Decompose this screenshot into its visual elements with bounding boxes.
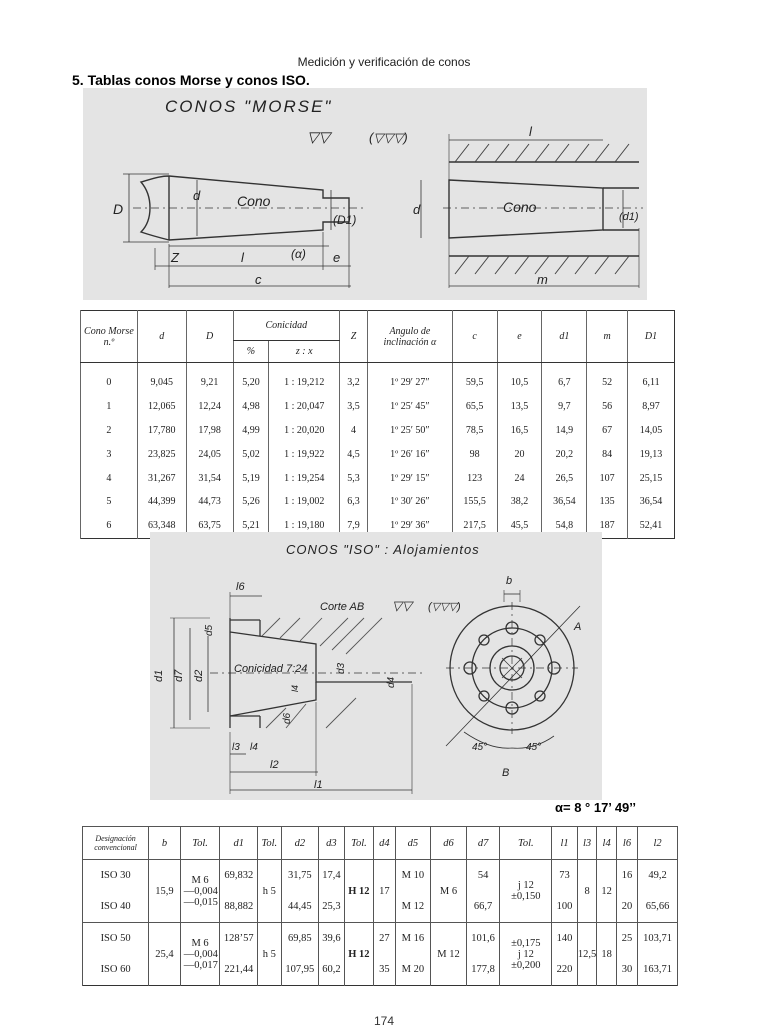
table-cell: 38,2 bbox=[497, 490, 542, 514]
dim-alpha: (α) bbox=[291, 247, 306, 261]
table-cell: 44,399 bbox=[137, 490, 186, 514]
cell-d5: M 16 bbox=[395, 923, 431, 955]
dim-l3: l3 bbox=[232, 742, 240, 753]
cell-name: ISO 30 bbox=[83, 860, 149, 892]
cell-l6: 25 bbox=[616, 923, 637, 955]
iso-cone-table bbox=[82, 826, 678, 986]
dim-d6: d6 bbox=[282, 712, 293, 724]
cell-b: 25,4 bbox=[149, 923, 181, 986]
cell-name: ISO 50 bbox=[83, 923, 149, 955]
column-header: l4 bbox=[597, 827, 616, 860]
dim-l4: l4 bbox=[250, 742, 258, 753]
table-cell: 1 : 19,212 bbox=[269, 363, 340, 395]
cell-d6: M 6 bbox=[431, 860, 467, 923]
table-row bbox=[81, 363, 675, 395]
table-cell: 12,065 bbox=[137, 395, 186, 419]
table-cell: 23,825 bbox=[137, 442, 186, 466]
page-header: Medición y verificación de conos bbox=[297, 55, 471, 69]
table-cell: 6,7 bbox=[542, 363, 587, 395]
cell-b: 15,9 bbox=[149, 860, 181, 923]
col-D: D bbox=[186, 311, 233, 363]
table-cell: 9,045 bbox=[137, 363, 186, 395]
table-cell: 107 bbox=[587, 466, 628, 490]
table-cell: 52,41 bbox=[628, 514, 675, 538]
cell-d5: M 10 bbox=[395, 860, 431, 892]
table-cell: 5,02 bbox=[233, 442, 269, 466]
cell-l6: 30 bbox=[616, 954, 637, 986]
cell-d2: 107,95 bbox=[281, 954, 319, 986]
table-cell: 84 bbox=[587, 442, 628, 466]
cell-l4: 18 bbox=[597, 923, 616, 986]
tol-pm: ±0,200 bbox=[511, 959, 541, 971]
table-cell: 4,99 bbox=[233, 419, 269, 443]
cell-name: ISO 60 bbox=[83, 954, 149, 986]
table-cell: 65,5 bbox=[452, 395, 497, 419]
col-cono-morse: Cono Morse n.º bbox=[81, 311, 138, 363]
dim-d: d bbox=[193, 188, 201, 203]
dim-d4: d4 bbox=[386, 676, 397, 688]
finish-symbol-paren: (▽▽▽) bbox=[369, 130, 408, 145]
tol-upper: —0,004 bbox=[183, 885, 218, 897]
column-header: b bbox=[149, 827, 181, 860]
table-cell: 3,2 bbox=[340, 363, 368, 395]
col-conicidad: Conicidad bbox=[233, 311, 340, 341]
dim-d7: d7 bbox=[173, 669, 185, 682]
dim-Z: Z bbox=[171, 250, 179, 265]
cell-tol-h12: H 12 bbox=[344, 923, 374, 986]
table-cell: 187 bbox=[587, 514, 628, 538]
cell-d3: 17,4 bbox=[319, 860, 344, 892]
section-A: A bbox=[574, 621, 582, 633]
table-cell: 67 bbox=[587, 419, 628, 443]
dim-l2: l2 bbox=[270, 759, 279, 771]
conicidad-label: Conicidad 7:24 bbox=[234, 663, 308, 675]
table-cell: 1º 29′ 15″ bbox=[367, 466, 452, 490]
cell-d1: 69,832 bbox=[220, 860, 258, 892]
dim-l: l bbox=[241, 250, 244, 265]
table-cell: 9,7 bbox=[542, 395, 587, 419]
dim-D1: (D1) bbox=[333, 213, 357, 227]
column-header: l3 bbox=[577, 827, 597, 860]
table-cell: 44,73 bbox=[186, 490, 233, 514]
table-cell: 6,11 bbox=[628, 363, 675, 395]
table-cell: 0 bbox=[81, 363, 138, 395]
table-cell: 1 : 19,254 bbox=[269, 466, 340, 490]
dim-l-right: l bbox=[529, 124, 532, 139]
table-cell: 54,8 bbox=[542, 514, 587, 538]
cell-d6: M 12 bbox=[431, 923, 467, 986]
cell-d7: 101,6 bbox=[466, 923, 500, 955]
cell-l2: 103,71 bbox=[638, 923, 678, 955]
cell-d3: 60,2 bbox=[319, 954, 344, 986]
morse-figure-title: CONOS "MORSE" bbox=[165, 97, 333, 116]
cell-d3: 25,3 bbox=[319, 891, 344, 923]
cell-d4: 35 bbox=[374, 954, 395, 986]
table-cell: 135 bbox=[587, 490, 628, 514]
table-cell: 3 bbox=[81, 442, 138, 466]
table-cell: 26,5 bbox=[542, 466, 587, 490]
table-cell: 20,2 bbox=[542, 442, 587, 466]
table-row bbox=[83, 923, 678, 955]
table-cell: 56 bbox=[587, 395, 628, 419]
dim-D: D bbox=[113, 201, 124, 217]
tol-m6: M 6 bbox=[191, 874, 209, 886]
tol-upper: —0,004 bbox=[183, 948, 218, 960]
dim-d1: (d1) bbox=[619, 211, 639, 223]
cono-label-right: Cono bbox=[503, 199, 537, 215]
table-row bbox=[81, 442, 675, 466]
column-header: d3 bbox=[319, 827, 344, 860]
table-cell: 6 bbox=[81, 514, 138, 538]
cell-d1: 128’57 bbox=[220, 923, 258, 955]
column-header: d1 bbox=[220, 827, 258, 860]
cell-d7: 66,7 bbox=[466, 891, 500, 923]
dim-m: m bbox=[537, 272, 548, 287]
column-header: d4 bbox=[374, 827, 395, 860]
table-row bbox=[81, 466, 675, 490]
column-header: l1 bbox=[552, 827, 577, 860]
cell-d1: 88,882 bbox=[220, 891, 258, 923]
dim-l4x: l4 bbox=[290, 684, 300, 692]
table-cell: 1º 30′ 26″ bbox=[367, 490, 452, 514]
table-cell: 5,20 bbox=[233, 363, 269, 395]
tol-pm: ±0,175 bbox=[511, 937, 541, 949]
table-cell: 4 bbox=[81, 466, 138, 490]
table-cell: 14,9 bbox=[542, 419, 587, 443]
cell-d2: 31,75 bbox=[281, 860, 319, 892]
cell-d1: 221,44 bbox=[220, 954, 258, 986]
cell-l4: 12 bbox=[597, 860, 616, 923]
column-header: d5 bbox=[395, 827, 431, 860]
cell-l3: 12,5 bbox=[577, 923, 597, 986]
table-cell: 1 : 20,020 bbox=[269, 419, 340, 443]
col-d1: d1 bbox=[542, 311, 587, 363]
section-title: 5. Tablas conos Morse y conos ISO. bbox=[72, 72, 310, 88]
cell-l1: 73 bbox=[552, 860, 577, 892]
table-cell: 36,54 bbox=[628, 490, 675, 514]
table-cell: 5,21 bbox=[233, 514, 269, 538]
table-cell: 4,98 bbox=[233, 395, 269, 419]
table-cell: 5,3 bbox=[340, 466, 368, 490]
table-cell: 5,26 bbox=[233, 490, 269, 514]
tol-lower: —0,017 bbox=[183, 959, 218, 971]
table-cell: 59,5 bbox=[452, 363, 497, 395]
iso-cone-figure bbox=[150, 532, 602, 800]
col-angulo: Angulo de inclinación α bbox=[367, 311, 452, 363]
table-cell: 1 : 19,002 bbox=[269, 490, 340, 514]
dim-d-right: d bbox=[413, 202, 421, 217]
table-cell: 52 bbox=[587, 363, 628, 395]
table-cell: 24 bbox=[497, 466, 542, 490]
table-cell: 98 bbox=[452, 442, 497, 466]
dim-d3: d3 bbox=[336, 662, 347, 674]
iso-front-view bbox=[446, 590, 580, 748]
cell-l2: 163,71 bbox=[638, 954, 678, 986]
cell-tol-h5: h 5 bbox=[258, 860, 281, 923]
table-cell: 10,5 bbox=[497, 363, 542, 395]
column-header: Designación convencional bbox=[83, 827, 149, 860]
finish-symbol-iso: ▽▽ bbox=[392, 598, 412, 613]
cell-d5: M 20 bbox=[395, 954, 431, 986]
cell-d2: 44,45 bbox=[281, 891, 319, 923]
table-cell: 1º 25′ 45″ bbox=[367, 395, 452, 419]
table-cell: 63,75 bbox=[186, 514, 233, 538]
dim-l1: l1 bbox=[314, 779, 323, 791]
table-cell: 20 bbox=[497, 442, 542, 466]
table-cell: 8,97 bbox=[628, 395, 675, 419]
dim-d5: d5 bbox=[204, 624, 215, 636]
angle-45-right: 45° bbox=[526, 742, 542, 753]
corte-label: Corte AB bbox=[320, 601, 365, 613]
finish-symbol-iso-paren: (▽▽▽) bbox=[428, 601, 461, 613]
column-header: d2 bbox=[281, 827, 319, 860]
col-d: d bbox=[137, 311, 186, 363]
dim-d2: d2 bbox=[193, 669, 205, 682]
table-cell: 4 bbox=[340, 419, 368, 443]
table-cell: 1 : 19,922 bbox=[269, 442, 340, 466]
col-c: c bbox=[452, 311, 497, 363]
cell-d5: M 12 bbox=[395, 891, 431, 923]
table-cell: 217,5 bbox=[452, 514, 497, 538]
table-cell: 9,21 bbox=[186, 363, 233, 395]
cell-d2: 69,85 bbox=[281, 923, 319, 955]
cell-d7: 54 bbox=[466, 860, 500, 892]
table-row bbox=[81, 419, 675, 443]
cell-l3: 8 bbox=[577, 860, 597, 923]
column-header: l2 bbox=[638, 827, 678, 860]
table-cell: 17,780 bbox=[137, 419, 186, 443]
column-header: l6 bbox=[616, 827, 637, 860]
cell-l2: 65,66 bbox=[638, 891, 678, 923]
cell-tol-h5: h 5 bbox=[258, 923, 281, 986]
table-cell: 4,5 bbox=[340, 442, 368, 466]
table-cell: 155,5 bbox=[452, 490, 497, 514]
table-cell: 5 bbox=[81, 490, 138, 514]
table-cell: 13,5 bbox=[497, 395, 542, 419]
cell-l1: 100 bbox=[552, 891, 577, 923]
table-cell: 12,24 bbox=[186, 395, 233, 419]
table-cell: 1 bbox=[81, 395, 138, 419]
cono-label: Cono bbox=[237, 193, 271, 209]
cell-l2: 49,2 bbox=[638, 860, 678, 892]
page-number: 174 bbox=[373, 1014, 395, 1028]
table-cell: 1º 25′ 50″ bbox=[367, 419, 452, 443]
col-m: m bbox=[587, 311, 628, 363]
dim-d1: d1 bbox=[153, 669, 165, 682]
column-header: Tol. bbox=[180, 827, 220, 860]
col-zx: z : x bbox=[269, 341, 340, 363]
iso-figure-title: CONOS "ISO" : Alojamientos bbox=[286, 542, 480, 557]
tol-lower: —0,015 bbox=[183, 896, 218, 908]
cell-d4: 27 bbox=[374, 923, 395, 955]
table-cell: 16,5 bbox=[497, 419, 542, 443]
column-header: d7 bbox=[466, 827, 500, 860]
tol-m6: M 6 bbox=[191, 937, 209, 949]
morse-cone-figure bbox=[83, 88, 647, 300]
col-e: e bbox=[497, 311, 542, 363]
cell-tol-j12 bbox=[500, 923, 552, 986]
col-Z: Z bbox=[340, 311, 368, 363]
table-cell: 6,3 bbox=[340, 490, 368, 514]
table-cell: 24,05 bbox=[186, 442, 233, 466]
table-cell: 31,267 bbox=[137, 466, 186, 490]
dim-l6: l6 bbox=[236, 581, 245, 593]
table-cell: 2 bbox=[81, 419, 138, 443]
table-cell: 25,15 bbox=[628, 466, 675, 490]
table-row bbox=[81, 395, 675, 419]
col-D1: D1 bbox=[628, 311, 675, 363]
cell-tol-b bbox=[180, 860, 220, 923]
tol-pm: ±0,150 bbox=[511, 891, 541, 902]
table-cell: 63,348 bbox=[137, 514, 186, 538]
cell-l1: 220 bbox=[552, 954, 577, 986]
table-cell: 1º 29′ 36″ bbox=[367, 514, 452, 538]
column-header: Tol. bbox=[500, 827, 552, 860]
table-cell: 5,19 bbox=[233, 466, 269, 490]
cell-tol-j12 bbox=[500, 860, 552, 923]
angle-45-left: 45° bbox=[472, 742, 488, 753]
cell-l1: 140 bbox=[552, 923, 577, 955]
cell-d3: 39,6 bbox=[319, 923, 344, 955]
table-cell: 1º 26′ 16″ bbox=[367, 442, 452, 466]
morse-shank-drawing bbox=[123, 174, 363, 288]
cell-tol-h12: H 12 bbox=[344, 860, 374, 923]
column-header: Tol. bbox=[258, 827, 281, 860]
table-cell: 31,54 bbox=[186, 466, 233, 490]
section-B: B bbox=[502, 767, 510, 779]
table-cell: 7,9 bbox=[340, 514, 368, 538]
table-cell: 45,5 bbox=[497, 514, 542, 538]
table-cell: 3,5 bbox=[340, 395, 368, 419]
table-row bbox=[81, 490, 675, 514]
cell-name: ISO 40 bbox=[83, 891, 149, 923]
dim-c: c bbox=[255, 272, 262, 287]
table-cell: 17,98 bbox=[186, 419, 233, 443]
table-cell: 78,5 bbox=[452, 419, 497, 443]
table-cell: 14,05 bbox=[628, 419, 675, 443]
table-cell: 36,54 bbox=[542, 490, 587, 514]
table-row bbox=[83, 860, 678, 892]
cell-l6: 16 bbox=[616, 860, 637, 892]
cell-d4: 17 bbox=[374, 860, 395, 923]
cell-tol-b bbox=[180, 923, 220, 986]
table-cell: 1 : 20,047 bbox=[269, 395, 340, 419]
table-cell: 1º 29′ 27″ bbox=[367, 363, 452, 395]
column-header: d6 bbox=[431, 827, 467, 860]
finish-symbol: ▽▽ bbox=[307, 129, 331, 146]
table-cell: 1 : 19,180 bbox=[269, 514, 340, 538]
tol-j12: j 12 bbox=[517, 948, 534, 960]
table-cell: 19,13 bbox=[628, 442, 675, 466]
dim-b: b bbox=[506, 575, 513, 587]
dim-e: e bbox=[333, 250, 341, 265]
tol-j12: j 12 bbox=[517, 880, 534, 891]
morse-cone-table bbox=[80, 310, 675, 539]
alpha-note: α= 8 ° 17’ 49’’ bbox=[555, 800, 637, 815]
col-pct: % bbox=[233, 341, 269, 363]
table-cell: 123 bbox=[452, 466, 497, 490]
cell-d7: 177,8 bbox=[466, 954, 500, 986]
column-header: Tol. bbox=[344, 827, 374, 860]
cell-l6: 20 bbox=[616, 891, 637, 923]
